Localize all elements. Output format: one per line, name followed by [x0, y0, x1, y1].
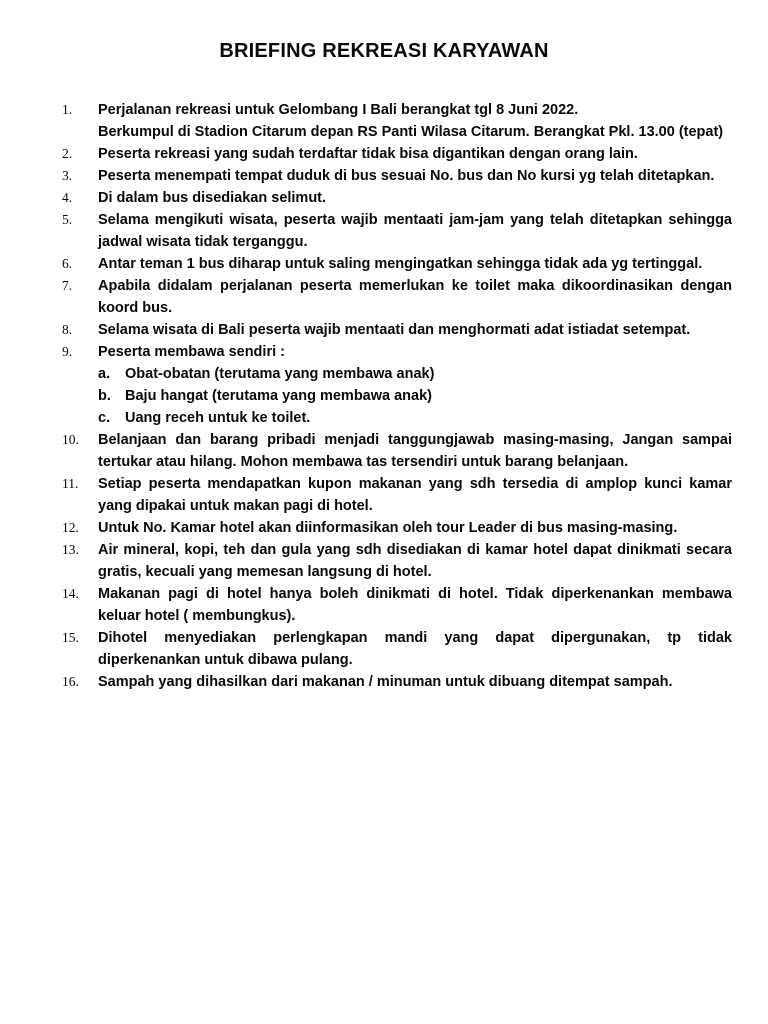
item-text — [98, 429, 732, 473]
item-text — [98, 319, 732, 341]
item-number: 6. — [62, 256, 73, 271]
list-item — [62, 319, 732, 341]
item-text — [98, 165, 732, 187]
list-item — [62, 517, 732, 539]
item-number: 4. — [62, 190, 73, 205]
item-text — [98, 275, 732, 319]
item-text — [98, 253, 732, 275]
item-text — [98, 671, 732, 693]
list-item — [62, 253, 732, 275]
item-number: 2. — [62, 146, 73, 161]
item-line: Selama mengikuti wisata, peserta wajib mentaati jam-jam yang telah ditetapkan sehingga jadwal wisata tidak terganggu. — [98, 212, 732, 250]
item-number: 7. — [62, 278, 73, 293]
item-text — [98, 627, 732, 671]
item-number: 14. — [62, 586, 79, 601]
item-line: Makanan pagi di hotel hanya boleh dinikmati di hotel. Tidak diperkenankan membawa keluar hotel ( membungkus). — [98, 586, 732, 624]
item-line: Air mineral, kopi, teh dan gula yang sdh disediakan di kamar hotel dapat dinikmati secara gratis, kecuali yang memesan langsung di hotel. — [98, 542, 732, 580]
item-text — [98, 473, 732, 517]
item-line: Di dalam bus disediakan selimut. — [98, 190, 327, 206]
item-line: Setiap peserta mendapatkan kupon makanan yang sdh tersedia di amplop kunci kamar yang dipakai untuk makan pagi di hotel. — [98, 476, 732, 514]
briefing-list — [62, 99, 732, 693]
item-text — [98, 539, 732, 583]
item-text — [98, 187, 732, 209]
item-line: Belanjaan dan barang pribadi menjadi tanggungjawab masing-masing, Jangan sampai tertukar atau hilang. Mohon membawa tas tersendiri untuk barang belanjaan. — [98, 432, 732, 470]
item-number: 5. — [62, 212, 73, 227]
item-line: Apabila didalam perjalanan peserta memerlukan ke toilet maka dikoordinasikan dengan koord bus. — [98, 278, 732, 316]
list-item — [62, 341, 732, 429]
sub-list-item — [98, 385, 732, 407]
sub-item-letter: c. — [98, 410, 111, 426]
list-item — [62, 627, 732, 671]
list-item — [62, 209, 732, 253]
list-item — [62, 473, 732, 517]
item-line: Untuk No. Kamar hotel akan diinformasikan oleh tour Leader di bus masing-masing. — [98, 520, 678, 536]
item-text — [98, 517, 732, 539]
item-number: 10. — [62, 432, 79, 447]
item-number: 12. — [62, 520, 79, 535]
item-line: Antar teman 1 bus diharap untuk saling mengingatkan sehingga tidak ada yg tertinggal. — [98, 256, 703, 272]
item-line: Dihotel menyediakan perlengkapan mandi yang dapat dipergunakan, tp tidak diperkenankan untuk dibawa pulang. — [98, 630, 732, 668]
item-text — [98, 99, 732, 143]
item-number: 1. — [62, 102, 73, 117]
item-number: 9. — [62, 344, 73, 359]
item-line: Selama wisata di Bali peserta wajib mentaati dan menghormati adat istiadat setempat. — [98, 322, 691, 338]
sub-list-item — [98, 363, 732, 385]
item-line: Sampah yang dihasilkan dari makanan / minuman untuk dibuang ditempat sampah. — [98, 674, 673, 690]
list-item — [62, 671, 732, 693]
item-text — [98, 583, 732, 627]
list-item — [62, 143, 732, 165]
item-number: 16. — [62, 674, 79, 689]
sub-list — [98, 363, 732, 429]
list-item — [62, 99, 732, 143]
item-number: 15. — [62, 630, 79, 645]
document-title: BRIEFING REKREASI KARYAWAN — [219, 40, 549, 62]
list-item — [62, 165, 732, 187]
item-number: 8. — [62, 322, 73, 337]
sub-item-text: Uang receh untuk ke toilet. — [125, 410, 311, 426]
list-item — [62, 429, 732, 473]
sub-item-letter: b. — [98, 388, 111, 404]
list-item — [62, 187, 732, 209]
sub-item-text: Obat-obatan (terutama yang membawa anak) — [125, 366, 435, 382]
list-item — [62, 583, 732, 627]
item-line: Peserta membawa sendiri : — [98, 344, 285, 360]
item-line: Berkumpul di Stadion Citarum depan RS Panti Wilasa Citarum. Berangkat Pkl. 13.00 (tepat) — [98, 124, 724, 140]
sub-list-item — [98, 407, 732, 429]
item-line: Perjalanan rekreasi untuk Gelombang I Bali berangkat tgl 8 Juni 2022. — [98, 102, 579, 118]
item-number: 13. — [62, 542, 79, 557]
item-number: 11. — [62, 476, 79, 491]
item-text — [98, 209, 732, 253]
item-text — [98, 341, 732, 429]
sub-item-text: Baju hangat (terutama yang membawa anak) — [125, 388, 432, 404]
item-number: 3. — [62, 168, 73, 183]
item-line: Peserta rekreasi yang sudah terdaftar tidak bisa digantikan dengan orang lain. — [98, 146, 638, 162]
sub-item-letter: a. — [98, 366, 111, 382]
list-item — [62, 275, 732, 319]
list-item — [62, 539, 732, 583]
item-text — [98, 143, 732, 165]
item-line: Peserta menempati tempat duduk di bus sesuai No. bus dan No kursi yg telah ditetapkan. — [98, 168, 715, 184]
